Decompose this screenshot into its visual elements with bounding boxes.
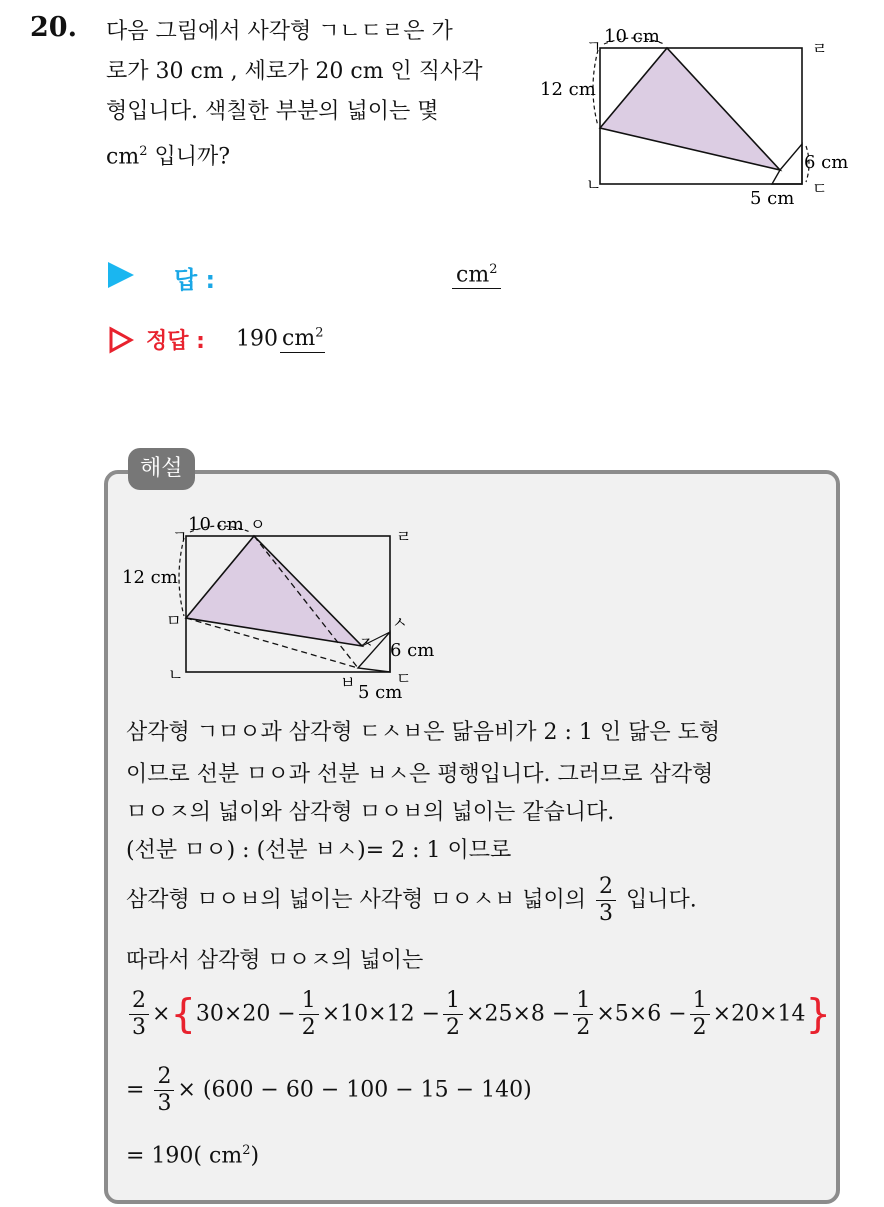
eq1-half-4 <box>690 988 710 1041</box>
answer-unit-sup: 2 <box>489 262 498 277</box>
eq1-term-4: ×5×6 − <box>596 1001 687 1027</box>
solution-line-1: 삼각형 ㄱㅁㅇ과 삼각형 ㄷㅅㅂ은 닮음비가 2 : 1 인 닮은 도형 <box>126 720 721 745</box>
half-num: 1 <box>690 988 710 1015</box>
question-number: 20. <box>30 12 77 43</box>
label-n: ㄴ <box>586 175 602 194</box>
sol-label-j: ㅈ <box>358 633 374 652</box>
eq1-times: × <box>152 1001 171 1027</box>
question-line-3: 형입니다. 색칠한 부분의 넓이는 몇 <box>106 99 439 124</box>
outline-arrow-icon <box>108 326 134 354</box>
sol-label-s: ㅅ <box>392 613 408 632</box>
eq1-half-3 <box>573 988 593 1041</box>
question-unit-sup: 2 <box>139 144 148 159</box>
eq2-num: 2 <box>154 1064 174 1091</box>
solution-figure <box>118 508 448 708</box>
solution-line-5-post: 입니다. <box>626 887 697 913</box>
correct-value: 190 <box>236 326 278 352</box>
solution-line-5 <box>126 874 697 927</box>
eq2-frac <box>154 1064 174 1117</box>
answer-row <box>108 260 508 294</box>
solution-shaded-triangle <box>186 536 362 646</box>
half-num: 1 <box>443 988 463 1015</box>
solution-tag: 해설 <box>128 448 195 490</box>
question-line-4-rest: 입니까? <box>147 144 231 170</box>
sol-label-n: ㄴ <box>168 665 184 684</box>
shaded-triangle <box>600 48 780 170</box>
play-arrow-icon <box>108 262 134 288</box>
fraction-two-thirds <box>596 874 616 927</box>
sol-dim-left: 12 cm <box>122 567 178 588</box>
sol-dim-bottom: 5 cm <box>358 682 403 703</box>
solution-line-3: ㅁㅇㅈ의 넓이와 삼각형 ㅁㅇㅂ의 넓이는 같습니다. <box>126 800 615 825</box>
question-figure <box>536 22 856 212</box>
eq1-term-2: ×10×12 − <box>321 1001 441 1027</box>
sol-label-m: ㅁ <box>166 611 182 630</box>
correct-label: 정답 : <box>146 329 205 354</box>
correct-unit: cm <box>282 326 316 352</box>
eq1-lead-num: 2 <box>129 988 149 1015</box>
half-num: 1 <box>573 988 593 1015</box>
eq2-den: 3 <box>157 1091 172 1116</box>
sol-label-g: ㄱ <box>172 527 188 546</box>
sol-dim-top: 10 cm <box>188 514 244 535</box>
dim-left: 12 cm <box>540 79 596 100</box>
solution-line-2: 이므로 선분 ㅁㅇ과 선분 ㅂㅅ은 평행입니다. 그러므로 삼각형 <box>126 762 714 787</box>
eq1-lead-frac <box>129 988 149 1041</box>
eq1-lead-den: 3 <box>132 1015 146 1040</box>
sol-label-o: ㅇ <box>250 515 266 534</box>
correct-value-wrap <box>236 326 325 351</box>
eq1-half-1 <box>299 988 319 1041</box>
fraction-den: 3 <box>599 901 614 926</box>
eq1-term-5: ×20×14 <box>712 1001 806 1027</box>
sol-label-b: ㅂ <box>340 673 356 692</box>
question-unit: cm <box>106 144 140 170</box>
correct-answer-row <box>108 322 508 362</box>
half-den: 2 <box>446 1015 461 1040</box>
sol-label-r: ㄹ <box>396 527 412 546</box>
eq1-brace-close: } <box>805 991 831 1038</box>
eq1-term-1: 30×20 − <box>195 1001 296 1027</box>
question-line-4 <box>106 132 516 177</box>
correct-unit-wrap <box>280 326 325 353</box>
dim-right: 6 cm <box>804 152 849 173</box>
sol-dim-right: 6 cm <box>390 640 435 661</box>
half-num: 1 <box>299 988 319 1015</box>
eq3-close: ) <box>250 1143 260 1169</box>
solution-line-6: 따라서 삼각형 ㅁㅇㅈ의 넓이는 <box>126 948 424 973</box>
eq3-text: = 190( cm <box>126 1143 243 1169</box>
solution-line-4: (선분 ㅁㅇ) : (선분 ㅂㅅ)= 2 : 1 이므로 <box>126 838 512 863</box>
label-d: ㄷ <box>812 179 828 198</box>
equation-3 <box>126 1134 259 1173</box>
question-line-2: 로가 30 cm , 세로가 20 cm 인 직사각 <box>106 59 483 84</box>
eq2-rest: × (600 − 60 − 100 − 15 − 140) <box>177 1077 532 1103</box>
half-den: 2 <box>301 1015 316 1040</box>
small-corner-lines <box>772 144 802 184</box>
solution-line-5-pre: 삼각형 ㅁㅇㅂ의 넓이는 사각형 ㅁㅇㅅㅂ 넓이의 <box>126 887 587 913</box>
answer-label: 답 : <box>174 266 216 294</box>
eq2-equals: = <box>126 1077 145 1103</box>
equation-2 <box>126 1064 532 1117</box>
fraction-num: 2 <box>596 874 616 901</box>
equation-1 <box>126 988 831 1041</box>
question-line-1: 다음 그림에서 사각형 ㄱㄴㄷㄹ은 가 <box>106 19 453 44</box>
label-r: ㄹ <box>812 39 828 58</box>
dim-bottom: 5 cm <box>750 188 795 209</box>
half-den: 2 <box>692 1015 707 1040</box>
question-text <box>106 12 516 177</box>
eq1-term-3: ×25×8 − <box>466 1001 571 1027</box>
dim-top: 10 cm <box>604 26 660 47</box>
correct-unit-sup: 2 <box>315 326 324 341</box>
eq1-brace-open: { <box>170 991 196 1038</box>
sol-label-d: ㄷ <box>396 669 412 688</box>
answer-input-unit[interactable] <box>452 262 501 289</box>
half-den: 2 <box>576 1015 591 1040</box>
eq1-half-2 <box>443 988 463 1041</box>
solution-left-arc <box>179 538 184 616</box>
label-g: ㄱ <box>586 37 602 56</box>
eq3-sup: 2 <box>242 1143 251 1158</box>
answer-unit: cm <box>456 262 490 288</box>
